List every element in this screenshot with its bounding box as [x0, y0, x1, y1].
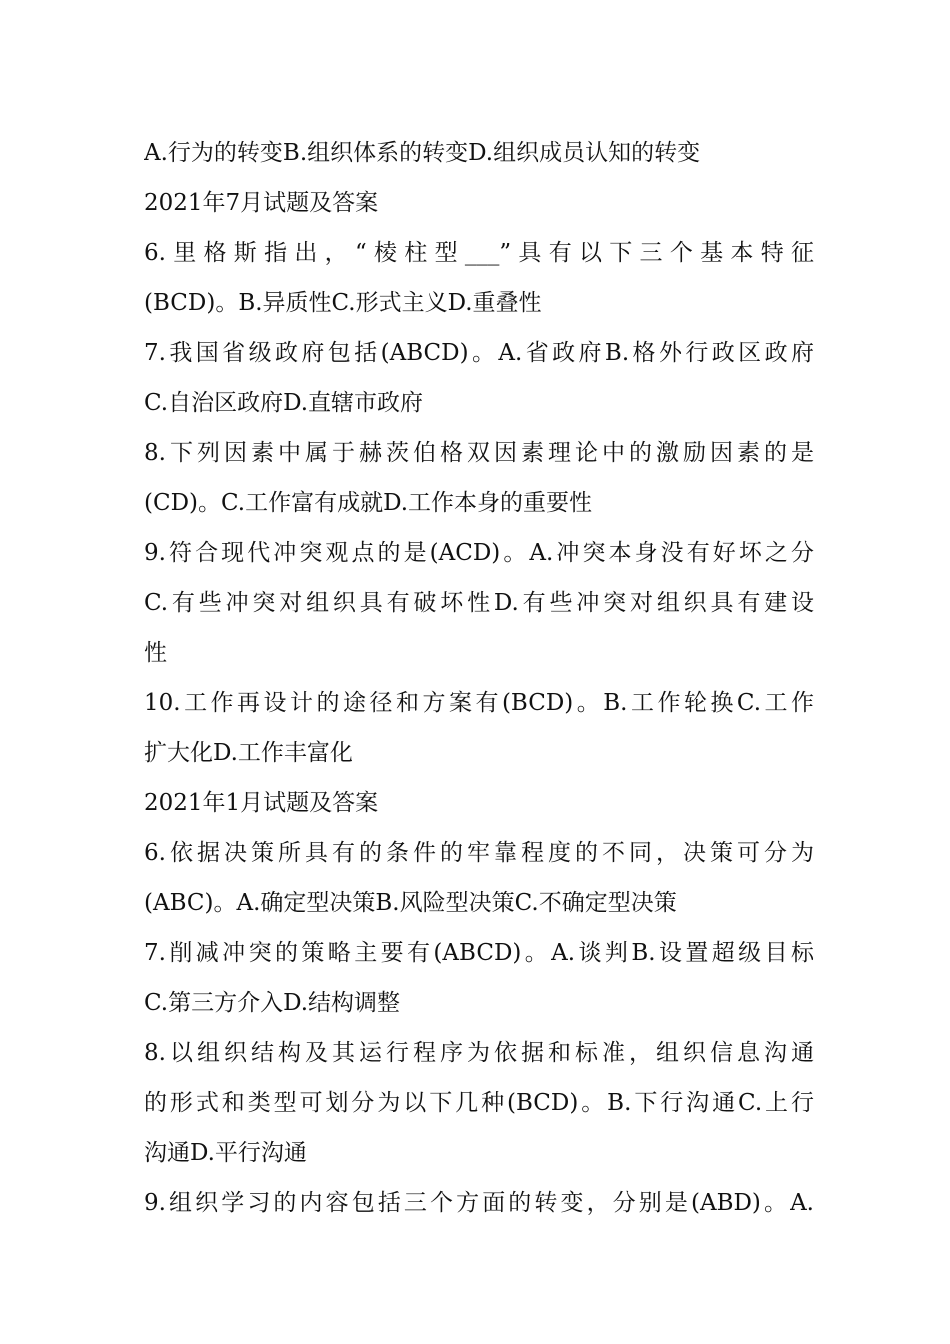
text-line: 6.里格斯指出，“棱柱型___”具有以下三个基本特征: [144, 240, 814, 266]
section-heading: 2021年7月试题及答案: [144, 190, 379, 216]
text-line: 扩大化D.工作丰富化: [144, 740, 353, 766]
text-line: 10.工作再设计的途径和方案有(BCD)。B.工作轮换C.工作: [144, 690, 814, 716]
text-line: 的形式和类型可划分为以下几种(BCD)。B.下行沟通C.上行: [144, 1090, 814, 1116]
text-line: A.行为的转变B.组织体系的转变D.组织成员认知的转变: [144, 140, 701, 166]
text-line: 8.下列因素中属于赫茨伯格双因素理论中的激励因素的是: [144, 440, 814, 466]
text-line: 9.符合现代冲突观点的是(ACD)。A.冲突本身没有好坏之分: [144, 540, 814, 566]
text-line: (ABC)。A.确定型决策B.风险型决策C.不确定型决策: [144, 890, 677, 916]
text-line: (BCD)。B.异质性C.形式主义D.重叠性: [144, 290, 542, 316]
text-line: 沟通D.平行沟通: [144, 1140, 307, 1166]
text-line: 9.组织学习的内容包括三个方面的转变，分别是(ABD)。A.: [144, 1190, 814, 1216]
text-line: 8.以组织结构及其运行程序为依据和标准，组织信息沟通: [144, 1040, 814, 1066]
document-body: [144, 128, 814, 1228]
text-line: C.自治区政府D.直辖市政府: [144, 390, 424, 416]
text-line: C.有些冲突对组织具有破坏性D.有些冲突对组织具有建设: [144, 590, 814, 616]
text-line: (CD)。C.工作富有成就D.工作本身的重要性: [144, 490, 593, 516]
text-line: C.第三方介入D.结构调整: [144, 990, 401, 1016]
text-line: 7.我国省级政府包括(ABCD)。A.省政府B.格外行政区政府: [144, 340, 814, 366]
text-line: 性: [144, 640, 167, 666]
text-line: 7.削减冲突的策略主要有(ABCD)。A.谈判B.设置超级目标: [144, 940, 814, 966]
section-heading: 2021年1月试题及答案: [144, 790, 379, 816]
text-line: 6.依据决策所具有的条件的牢靠程度的不同，决策可分为: [144, 840, 814, 866]
